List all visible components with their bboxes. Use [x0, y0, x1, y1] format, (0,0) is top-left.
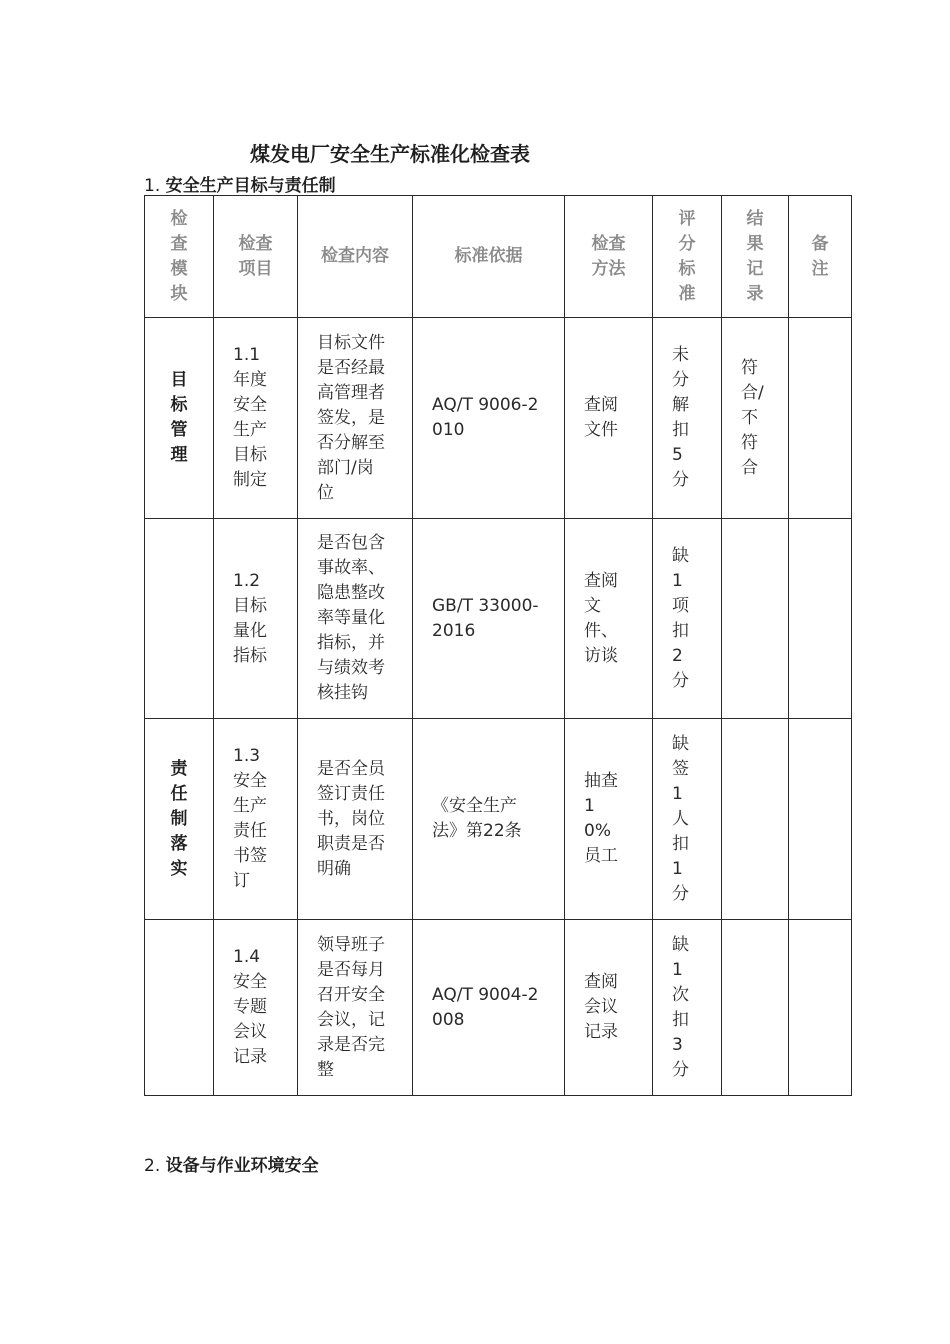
cell-method: 查阅文件: [565, 318, 653, 519]
section-title: 设备与作业环境安全: [165, 1156, 319, 1176]
cell-item: 1.2 目标量化指标: [214, 519, 298, 719]
cell-standard: AQ/T 9004-2008: [413, 920, 565, 1096]
cell-method: 抽查10%员工: [565, 719, 653, 920]
cell-item: 1.3 安全生产责任书签订: [214, 719, 298, 920]
cell-result: [722, 920, 789, 1096]
section-number: 1.: [144, 176, 161, 196]
cell-result: [722, 719, 789, 920]
cell-content: 领导班子是否每月召开安全会议，记录是否完整: [298, 920, 413, 1096]
cell-standard: GB/T 33000-2016: [413, 519, 565, 719]
table-header-row: [145, 196, 852, 318]
cell-module: [145, 519, 214, 719]
table-row: [145, 519, 852, 719]
cell-standard: 《安全生产法》第22条: [413, 719, 565, 920]
section-heading-2: [144, 1151, 319, 1176]
table-row: [145, 318, 852, 519]
header-score: 评分标准: [653, 196, 722, 318]
document-title: 煤发电厂安全生产标准化检查表: [250, 142, 530, 166]
cell-note: [789, 719, 852, 920]
cell-content: 是否包含事故率、隐患整改率等量化指标，并与绩效考核挂钩: [298, 519, 413, 719]
header-standard: 标准依据: [413, 196, 565, 318]
cell-result: 符合/不符合: [722, 318, 789, 519]
cell-method: 查阅会议记录: [565, 920, 653, 1096]
cell-score: 缺签1人扣1分: [653, 719, 722, 920]
header-note: 备注: [789, 196, 852, 318]
cell-standard: AQ/T 9006-2010: [413, 318, 565, 519]
section-number: 2.: [144, 1156, 161, 1176]
section-heading-1: [144, 171, 336, 196]
table-row: [145, 920, 852, 1096]
cell-module: [145, 920, 214, 1096]
header-item: 检查项目: [214, 196, 298, 318]
cell-note: [789, 519, 852, 719]
table-row: [145, 719, 852, 920]
cell-method: 查阅文件、访谈: [565, 519, 653, 719]
cell-result: [722, 519, 789, 719]
header-method: 检查方法: [565, 196, 653, 318]
cell-note: [789, 920, 852, 1096]
cell-score: 缺1次扣3分: [653, 920, 722, 1096]
header-module: 检查模块: [145, 196, 214, 318]
cell-item: 1.4 安全专题会议记录: [214, 920, 298, 1096]
cell-score: 未分解扣5分: [653, 318, 722, 519]
cell-item: 1.1 年度安全生产目标制定: [214, 318, 298, 519]
cell-note: [789, 318, 852, 519]
cell-module: 目标管理: [145, 318, 214, 519]
inspection-table: [144, 195, 852, 1096]
cell-content: 是否全员签订责任书，岗位职责是否明确: [298, 719, 413, 920]
cell-module: 责任制落实: [145, 719, 214, 920]
section-title: 安全生产目标与责任制: [165, 176, 336, 196]
cell-score: 缺1项扣2分: [653, 519, 722, 719]
header-result: 结果记录: [722, 196, 789, 318]
cell-content: 目标文件是否经最高管理者签发，是否分解至部门/岗位: [298, 318, 413, 519]
header-content: 检查内容: [298, 196, 413, 318]
